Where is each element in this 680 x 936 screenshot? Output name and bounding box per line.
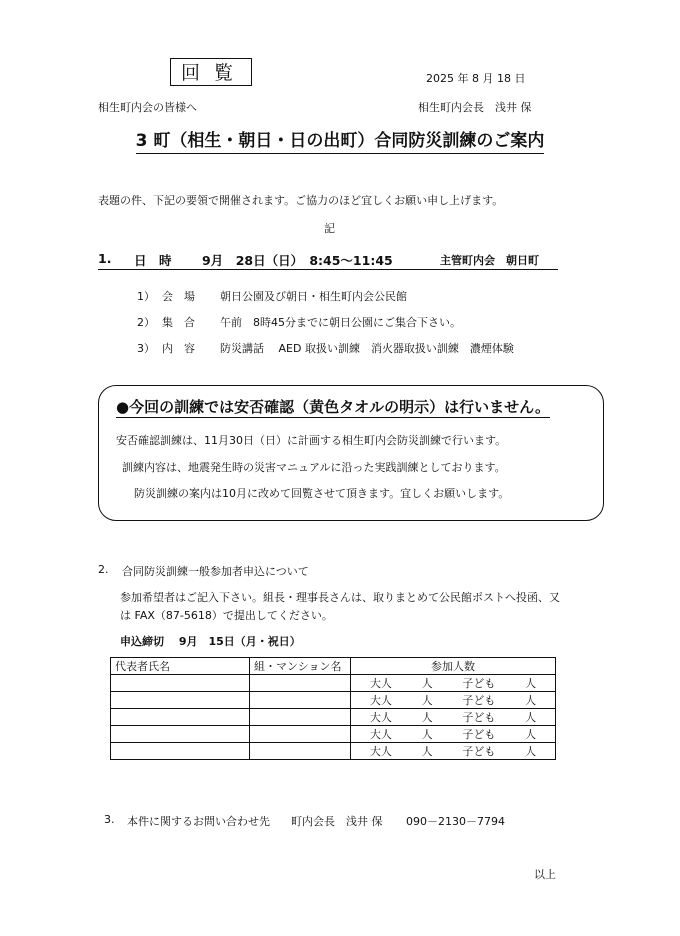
group-cell[interactable]: [250, 675, 351, 692]
participant-count-cell[interactable]: 大人 人 子ども 人: [351, 692, 556, 709]
entry-table-header: [111, 658, 556, 675]
representative-cell[interactable]: [111, 743, 250, 760]
header-representative: 代表者氏名: [111, 658, 250, 675]
item-2-label: 集 合: [162, 316, 195, 329]
group-cell[interactable]: [250, 692, 351, 709]
participant-count-cell[interactable]: 大人 人 子ども 人: [351, 726, 556, 743]
header-participants: 参加人数: [351, 658, 556, 675]
table-row: [111, 692, 556, 709]
section2-deadline: 申込締切 9月 15日（月・祝日）: [120, 635, 301, 648]
kairan-label: 回覧: [170, 58, 252, 86]
section2-num: 2.: [98, 563, 109, 576]
participant-count-cell[interactable]: 大人 人 子ども 人: [351, 675, 556, 692]
item-2-value: 午前 8時45分までに朝日公園にご集合下さい。: [220, 316, 461, 329]
ki-mark: 記: [324, 222, 335, 235]
header-group: 組・マンション名: [250, 658, 351, 675]
section1-label: 日 時: [134, 253, 172, 268]
intro-text: 表題の件、下記の要領で開催されます。ご協力のほど宜しくお願い申し上げます。: [98, 194, 504, 207]
page-title: 3 町（相生・朝日・日の出町）合同防災訓練のご案内: [0, 126, 680, 151]
contact-phone: 090－2130－7794: [406, 815, 505, 828]
group-cell[interactable]: [250, 709, 351, 726]
entry-table: [110, 657, 556, 760]
group-cell[interactable]: [250, 726, 351, 743]
notice-line-3: 防災訓練の案内は10月に改めて回覧させて頂きます。宜しくお願いします。: [134, 487, 510, 500]
item-3-num: 3）: [137, 342, 155, 355]
table-row: [111, 743, 556, 760]
item-3-value: 防災講話 AED 取扱い訓練 消火器取扱い訓練 濃煙体験: [220, 342, 514, 355]
item-2-num: 2）: [137, 316, 155, 329]
section1-host: 主管町内会 朝日町: [440, 254, 539, 267]
item-1-num: 1）: [137, 290, 155, 303]
section1-num: 1.: [98, 251, 112, 266]
section2-heading: 合同防災訓練一般参加者申込について: [122, 565, 309, 578]
table-row: [111, 726, 556, 743]
table-row: [111, 709, 556, 726]
item-3-label: 内 容: [162, 342, 195, 355]
table-row: [111, 675, 556, 692]
section3-label: 本件に関するお問い合わせ先: [127, 815, 270, 828]
notice-heading: ●今回の訓練では安否確認（黄色タオルの明示）は行いません。: [116, 398, 550, 416]
contact-person: 町内会長 浅井 保: [291, 815, 383, 828]
representative-cell[interactable]: [111, 709, 250, 726]
section2-body-2: は FAX（87-5618）で提出してください。: [120, 609, 333, 622]
participant-count-cell[interactable]: 大人 人 子ども 人: [351, 709, 556, 726]
sender: 相生町内会長 浅井 保: [418, 101, 532, 114]
representative-cell[interactable]: [111, 726, 250, 743]
notice-line-1: 安否確認訓練は、11月30日（日）に計画する相生町内会防災訓練で行います。: [116, 434, 507, 447]
group-cell[interactable]: [250, 743, 351, 760]
closing-mark: 以上: [534, 868, 556, 881]
notice-line-2: 訓練内容は、地震発生時の災害マニュアルに沿った実践訓練としております。: [122, 461, 506, 474]
participant-count-cell[interactable]: 大人 人 子ども 人: [351, 743, 556, 760]
representative-cell[interactable]: [111, 692, 250, 709]
representative-cell[interactable]: [111, 675, 250, 692]
section1-datetime: 9月 28日（日） 8:45～11:45: [202, 253, 393, 268]
item-1-label: 会 場: [162, 290, 195, 303]
section3-num: 3.: [104, 813, 115, 826]
item-1-value: 朝日公園及び朝日・相生町内会公民館: [220, 290, 407, 303]
section2-body-1: 参加希望者はご記入下さい。組長・理事長さんは、取りまとめて公民館ポストへ投函、又: [120, 591, 560, 604]
issue-date: 2025 年 8 月 18 日: [426, 72, 526, 85]
addressee: 相生町内会の皆様へ: [98, 101, 197, 114]
